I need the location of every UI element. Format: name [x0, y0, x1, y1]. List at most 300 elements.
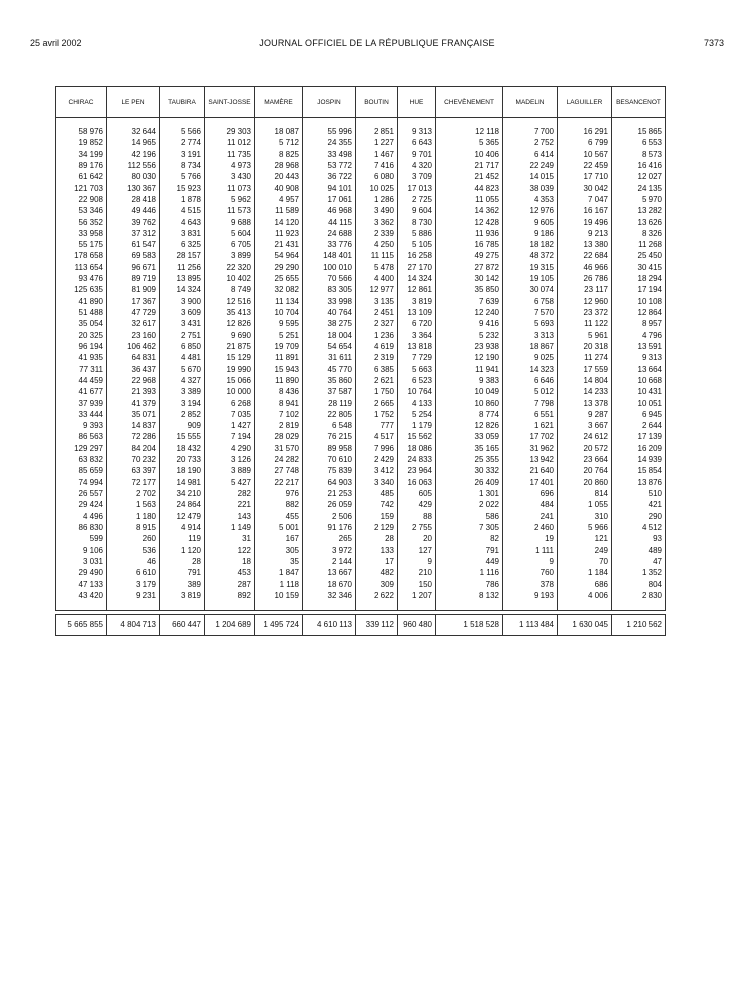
- column-header: CHEVÈNEMENT: [436, 87, 503, 118]
- table-cell: 38 275: [303, 318, 356, 329]
- table-cell: 121 703: [56, 183, 107, 194]
- table-cell: 265: [303, 533, 356, 544]
- table-cell: 23 664: [558, 454, 612, 465]
- table-cell: 814: [558, 488, 612, 499]
- table-cell: 3 135: [356, 296, 398, 307]
- table-cell: 7 729: [398, 352, 436, 363]
- table-cell: 282: [205, 488, 255, 499]
- table-cell: 6 385: [356, 364, 398, 375]
- table-cell: 119: [160, 533, 205, 544]
- table-cell: 55 175: [56, 239, 107, 250]
- table-cell: 61 642: [56, 171, 107, 182]
- table-cell: 13 895: [160, 273, 205, 284]
- table-cell: 38 039: [503, 183, 558, 194]
- table-cell: 10 764: [398, 386, 436, 397]
- table-cell: 93: [612, 533, 666, 544]
- table-cell: 14 939: [612, 454, 666, 465]
- table-cell: 63 397: [107, 465, 160, 476]
- table-cell: 13 282: [612, 205, 666, 216]
- table-cell: 72 286: [107, 431, 160, 442]
- table-cell: 20 860: [558, 477, 612, 488]
- table-cell: 4 643: [160, 217, 205, 228]
- table-cell: 122: [205, 545, 255, 556]
- table-cell: 16 785: [436, 239, 503, 250]
- table-row: [56, 352, 666, 363]
- table-cell: 1 427: [205, 420, 255, 431]
- table-cell: 46 966: [558, 262, 612, 273]
- table-cell: 35 054: [56, 318, 107, 329]
- table-cell: 2 621: [356, 375, 398, 386]
- table-cell: 22 249: [503, 160, 558, 171]
- table-row: [56, 284, 666, 295]
- table-cell: 44 115: [303, 217, 356, 228]
- election-results-table: [55, 86, 666, 636]
- table-cell: 9 690: [205, 330, 255, 341]
- table-row: [56, 567, 666, 578]
- table-cell: 3 819: [398, 296, 436, 307]
- table-cell: 6 325: [160, 239, 205, 250]
- table-cell: 26 557: [56, 488, 107, 499]
- table-cell: 112 556: [107, 160, 160, 171]
- table-cell: 14 362: [436, 205, 503, 216]
- table-cell: 8 774: [436, 409, 503, 420]
- journal-title: JOURNAL OFFICIEL DE LA RÉPUBLIQUE FRANÇAISE: [259, 38, 495, 48]
- table-cell: 3 831: [160, 228, 205, 239]
- table-cell: 36 437: [107, 364, 160, 375]
- table-cell: 86 830: [56, 522, 107, 533]
- table-cell: 9 605: [503, 217, 558, 228]
- table-cell: 22 320: [205, 262, 255, 273]
- table-row: [56, 465, 666, 476]
- table-cell: 1 116: [436, 567, 503, 578]
- table-cell: 18 867: [503, 341, 558, 352]
- table-cell: 15 865: [612, 126, 666, 137]
- table-cell: 2 774: [160, 137, 205, 148]
- table-cell: 16 291: [558, 126, 612, 137]
- table-cell: 35 850: [436, 284, 503, 295]
- table-cell: 16 063: [398, 477, 436, 488]
- table-cell: 8 941: [255, 398, 303, 409]
- table-cell: 7 194: [205, 431, 255, 442]
- table-cell: 3 389: [160, 386, 205, 397]
- table-cell: 2 022: [436, 499, 503, 510]
- table-cell: 40 764: [303, 307, 356, 318]
- table-cell: 1 236: [356, 330, 398, 341]
- page-number: 7373: [703, 38, 724, 48]
- table-row: [56, 160, 666, 171]
- table-cell: 2 819: [255, 420, 303, 431]
- table-row: [56, 420, 666, 431]
- table-cell: 15 562: [398, 431, 436, 442]
- table-cell: 21 717: [436, 160, 503, 171]
- table-cell: 1 111: [503, 545, 558, 556]
- table-row: [56, 137, 666, 148]
- table-cell: 22 908: [56, 194, 107, 205]
- table-cell: 290: [612, 511, 666, 522]
- table-cell: 24 833: [398, 454, 436, 465]
- table-row: [56, 228, 666, 239]
- table-cell: 51 488: [56, 307, 107, 318]
- table-cell: 91 176: [303, 522, 356, 533]
- table-cell: 742: [356, 499, 398, 510]
- table-cell: 2 830: [612, 590, 666, 601]
- table-cell: 11 891: [255, 352, 303, 363]
- table-cell: 89 958: [303, 443, 356, 454]
- table-row: [56, 239, 666, 250]
- table-cell: 4 512: [612, 522, 666, 533]
- table-cell: 11 890: [255, 375, 303, 386]
- table-cell: 33 444: [56, 409, 107, 420]
- table-cell: 23 372: [558, 307, 612, 318]
- table-cell: 3 889: [205, 465, 255, 476]
- table-cell: 429: [398, 499, 436, 510]
- table-cell: 49 275: [436, 250, 503, 261]
- table-cell: 28: [160, 556, 205, 567]
- table-cell: 7 798: [503, 398, 558, 409]
- table-cell: 12 864: [612, 307, 666, 318]
- table-cell: 30 415: [612, 262, 666, 273]
- table-cell: 11 941: [436, 364, 503, 375]
- table-cell: 909: [160, 420, 205, 431]
- table-cell: 41 890: [56, 296, 107, 307]
- table-cell: 89 719: [107, 273, 160, 284]
- table-cell: 20 764: [558, 465, 612, 476]
- table-cell: 41 935: [56, 352, 107, 363]
- table-cell: 6 799: [558, 137, 612, 148]
- column-header: LE PEN: [107, 87, 160, 118]
- table-cell: 10 668: [612, 375, 666, 386]
- table-cell: 2 702: [107, 488, 160, 499]
- table-cell: 1 149: [205, 522, 255, 533]
- table-cell: 14 324: [160, 284, 205, 295]
- table-cell: 30 332: [436, 465, 503, 476]
- table-cell: 96 194: [56, 341, 107, 352]
- table-cell: 96 671: [107, 262, 160, 273]
- table-cell: 11 573: [205, 205, 255, 216]
- table-cell: 1 120: [160, 545, 205, 556]
- table-cell: 14 015: [503, 171, 558, 182]
- table-cell: 15 854: [612, 465, 666, 476]
- table-cell: 7 047: [558, 194, 612, 205]
- table-cell: 15 923: [160, 183, 205, 194]
- table-cell: 2 144: [303, 556, 356, 567]
- table-cell: 2 460: [503, 522, 558, 533]
- table-cell: 9 701: [398, 149, 436, 160]
- table-cell: 25 355: [436, 454, 503, 465]
- table-cell: 23 964: [398, 465, 436, 476]
- table-cell: 1 055: [558, 499, 612, 510]
- table-cell: 9 186: [503, 228, 558, 239]
- table-cell: 16 209: [612, 443, 666, 454]
- table-cell: 12 977: [356, 284, 398, 295]
- table-cell: 12 861: [398, 284, 436, 295]
- table-cell: 19 105: [503, 273, 558, 284]
- table-cell: 4 006: [558, 590, 612, 601]
- table-cell: 47 133: [56, 579, 107, 590]
- table-cell: 18 432: [160, 443, 205, 454]
- results-table-wrapper: [55, 86, 666, 636]
- table-row: [56, 556, 666, 567]
- table-cell: 7 570: [503, 307, 558, 318]
- table-cell: 8 436: [255, 386, 303, 397]
- table-cell: 1 621: [503, 420, 558, 431]
- column-header: BESANCENOT: [612, 87, 666, 118]
- table-cell: 2 725: [398, 194, 436, 205]
- table-cell: 4 250: [356, 239, 398, 250]
- table-cell: 32 617: [107, 318, 160, 329]
- table-cell: 2 851: [356, 126, 398, 137]
- table-cell: 12 826: [436, 420, 503, 431]
- table-cell: 21 253: [303, 488, 356, 499]
- table-cell: 22 968: [107, 375, 160, 386]
- table-cell: 113 654: [56, 262, 107, 273]
- table-cell: 18 294: [612, 273, 666, 284]
- table-cell: 12 027: [612, 171, 666, 182]
- table-cell: 19 315: [503, 262, 558, 273]
- table-cell: 23 117: [558, 284, 612, 295]
- table-row: [56, 488, 666, 499]
- total-cell: 960 480: [398, 615, 436, 636]
- table-cell: 129 297: [56, 443, 107, 454]
- table-cell: 3 179: [107, 579, 160, 590]
- table-cell: 34 199: [56, 149, 107, 160]
- table-cell: 18 182: [503, 239, 558, 250]
- table-cell: 22 684: [558, 250, 612, 261]
- table-row: [56, 499, 666, 510]
- table-cell: 53 346: [56, 205, 107, 216]
- table-cell: 5 254: [398, 409, 436, 420]
- table-cell: 6 523: [398, 375, 436, 386]
- table-cell: 20 318: [558, 341, 612, 352]
- table-cell: 13 109: [398, 307, 436, 318]
- table-cell: 23 938: [436, 341, 503, 352]
- table-cell: 309: [356, 579, 398, 590]
- table-cell: 64 831: [107, 352, 160, 363]
- table-row: [56, 454, 666, 465]
- table-cell: 15 129: [205, 352, 255, 363]
- table-cell: 21 393: [107, 386, 160, 397]
- table-cell: 31 570: [255, 443, 303, 454]
- table-cell: 30 142: [436, 273, 503, 284]
- table-cell: 7 035: [205, 409, 255, 420]
- table-cell: 599: [56, 533, 107, 544]
- table-cell: 11 122: [558, 318, 612, 329]
- table-cell: 24 135: [612, 183, 666, 194]
- table-cell: 3 899: [205, 250, 255, 261]
- table-cell: 882: [255, 499, 303, 510]
- table-cell: 13 664: [612, 364, 666, 375]
- table-cell: 14 804: [558, 375, 612, 386]
- total-cell: 1 630 045: [558, 615, 612, 636]
- column-header: TAUBIRA: [160, 87, 205, 118]
- table-cell: 9 287: [558, 409, 612, 420]
- table-cell: 19 709: [255, 341, 303, 352]
- table-cell: 28 418: [107, 194, 160, 205]
- table-cell: 6 850: [160, 341, 205, 352]
- table-cell: 72 177: [107, 477, 160, 488]
- table-cell: 17 367: [107, 296, 160, 307]
- table-cell: 33 498: [303, 149, 356, 160]
- column-header: CHIRAC: [56, 87, 107, 118]
- table-cell: 3 031: [56, 556, 107, 567]
- table-row: [56, 205, 666, 216]
- table-row: [56, 330, 666, 341]
- table-cell: 5 365: [436, 137, 503, 148]
- table-cell: 3 340: [356, 477, 398, 488]
- table-cell: 94 101: [303, 183, 356, 194]
- table-cell: 70 610: [303, 454, 356, 465]
- table-cell: 3 900: [160, 296, 205, 307]
- table-cell: 1 184: [558, 567, 612, 578]
- table-cell: 12 516: [205, 296, 255, 307]
- table-cell: 10 406: [436, 149, 503, 160]
- table-cell: 77 311: [56, 364, 107, 375]
- table-cell: 2 129: [356, 522, 398, 533]
- table-cell: 1 750: [356, 386, 398, 397]
- table-cell: 484: [503, 499, 558, 510]
- table-cell: 586: [436, 511, 503, 522]
- table-cell: 1 118: [255, 579, 303, 590]
- table-cell: 13 380: [558, 239, 612, 250]
- table-cell: 4 796: [612, 330, 666, 341]
- table-cell: 4 496: [56, 511, 107, 522]
- table-row: [56, 533, 666, 544]
- table-cell: 28 968: [255, 160, 303, 171]
- table-cell: 2 852: [160, 409, 205, 420]
- table-cell: 241: [503, 511, 558, 522]
- table-cell: 25 450: [612, 250, 666, 261]
- table-cell: 1 286: [356, 194, 398, 205]
- table-cell: 3 313: [503, 330, 558, 341]
- table-cell: 43 420: [56, 590, 107, 601]
- table-cell: 777: [356, 420, 398, 431]
- table-cell: 130 367: [107, 183, 160, 194]
- table-row: [56, 149, 666, 160]
- table-cell: 1 847: [255, 567, 303, 578]
- table-cell: 28 029: [255, 431, 303, 442]
- table-row: [56, 522, 666, 533]
- table-cell: 25 655: [255, 273, 303, 284]
- table-cell: 45 770: [303, 364, 356, 375]
- table-cell: 148 401: [303, 250, 356, 261]
- table-cell: 17 061: [303, 194, 356, 205]
- table-cell: 54 964: [255, 250, 303, 261]
- table-cell: 53 772: [303, 160, 356, 171]
- table-cell: 9: [398, 556, 436, 567]
- table-cell: 29 490: [56, 567, 107, 578]
- table-cell: 81 909: [107, 284, 160, 295]
- table-cell: 10 704: [255, 307, 303, 318]
- table-cell: 33 998: [303, 296, 356, 307]
- table-cell: 47 729: [107, 307, 160, 318]
- table-cell: 8 730: [398, 217, 436, 228]
- table-cell: 4 133: [398, 398, 436, 409]
- table-cell: 143: [205, 511, 255, 522]
- table-cell: 4 290: [205, 443, 255, 454]
- table-cell: 11 256: [160, 262, 205, 273]
- table-cell: 9 313: [398, 126, 436, 137]
- table-cell: 18 670: [303, 579, 356, 590]
- table-cell: 3 972: [303, 545, 356, 556]
- table-cell: 7 305: [436, 522, 503, 533]
- table-cell: 455: [255, 511, 303, 522]
- table-cell: 9 213: [558, 228, 612, 239]
- table-cell: 6 553: [612, 137, 666, 148]
- table-cell: 536: [107, 545, 160, 556]
- table-cell: 14 233: [558, 386, 612, 397]
- table-cell: 9 193: [503, 590, 558, 601]
- table-cell: 8 957: [612, 318, 666, 329]
- table-cell: 3 362: [356, 217, 398, 228]
- table-cell: 9 231: [107, 590, 160, 601]
- table-cell: 31 611: [303, 352, 356, 363]
- table-cell: 46 968: [303, 205, 356, 216]
- table-cell: 100 010: [303, 262, 356, 273]
- table-cell: 9 595: [255, 318, 303, 329]
- table-cell: 27 170: [398, 262, 436, 273]
- table-cell: 3 667: [558, 420, 612, 431]
- table-cell: 21 640: [503, 465, 558, 476]
- table-cell: 23 160: [107, 330, 160, 341]
- table-cell: 5 663: [398, 364, 436, 375]
- table-cell: 28: [356, 533, 398, 544]
- total-cell: 4 804 713: [107, 615, 160, 636]
- table-cell: 5 478: [356, 262, 398, 273]
- table-cell: 29 424: [56, 499, 107, 510]
- total-cell: 1 210 562: [612, 615, 666, 636]
- table-cell: 18 086: [398, 443, 436, 454]
- table-row: [56, 386, 666, 397]
- totals-row: [56, 615, 666, 636]
- table-cell: 56 352: [56, 217, 107, 228]
- table-cell: 7 102: [255, 409, 303, 420]
- table-cell: 8 915: [107, 522, 160, 533]
- table-cell: 9 313: [612, 352, 666, 363]
- table-cell: 41 677: [56, 386, 107, 397]
- table-cell: 13 818: [398, 341, 436, 352]
- table-cell: 10 051: [612, 398, 666, 409]
- table-cell: 11 268: [612, 239, 666, 250]
- table-cell: 791: [436, 545, 503, 556]
- table-cell: 93 476: [56, 273, 107, 284]
- table-cell: 1 467: [356, 149, 398, 160]
- table-cell: 32 644: [107, 126, 160, 137]
- table-row: [56, 296, 666, 307]
- table-cell: 1 179: [398, 420, 436, 431]
- table-cell: 5 693: [503, 318, 558, 329]
- table-cell: 3 194: [160, 398, 205, 409]
- table-cell: 11 115: [356, 250, 398, 261]
- table-cell: 287: [205, 579, 255, 590]
- table-cell: 82: [436, 533, 503, 544]
- table-cell: 12 826: [205, 318, 255, 329]
- table-cell: 24 864: [160, 499, 205, 510]
- table-cell: 26 409: [436, 477, 503, 488]
- table-cell: 12 479: [160, 511, 205, 522]
- table-cell: 13 667: [303, 567, 356, 578]
- table-cell: 18 190: [160, 465, 205, 476]
- table-cell: 21 431: [255, 239, 303, 250]
- table-cell: 10 000: [205, 386, 255, 397]
- table-cell: 84 204: [107, 443, 160, 454]
- table-cell: 13 591: [612, 341, 666, 352]
- table-cell: 6 758: [503, 296, 558, 307]
- table-cell: 18 004: [303, 330, 356, 341]
- table-cell: 10 567: [558, 149, 612, 160]
- table-cell: 4 481: [160, 352, 205, 363]
- table-cell: 37 312: [107, 228, 160, 239]
- table-cell: 1 207: [398, 590, 436, 601]
